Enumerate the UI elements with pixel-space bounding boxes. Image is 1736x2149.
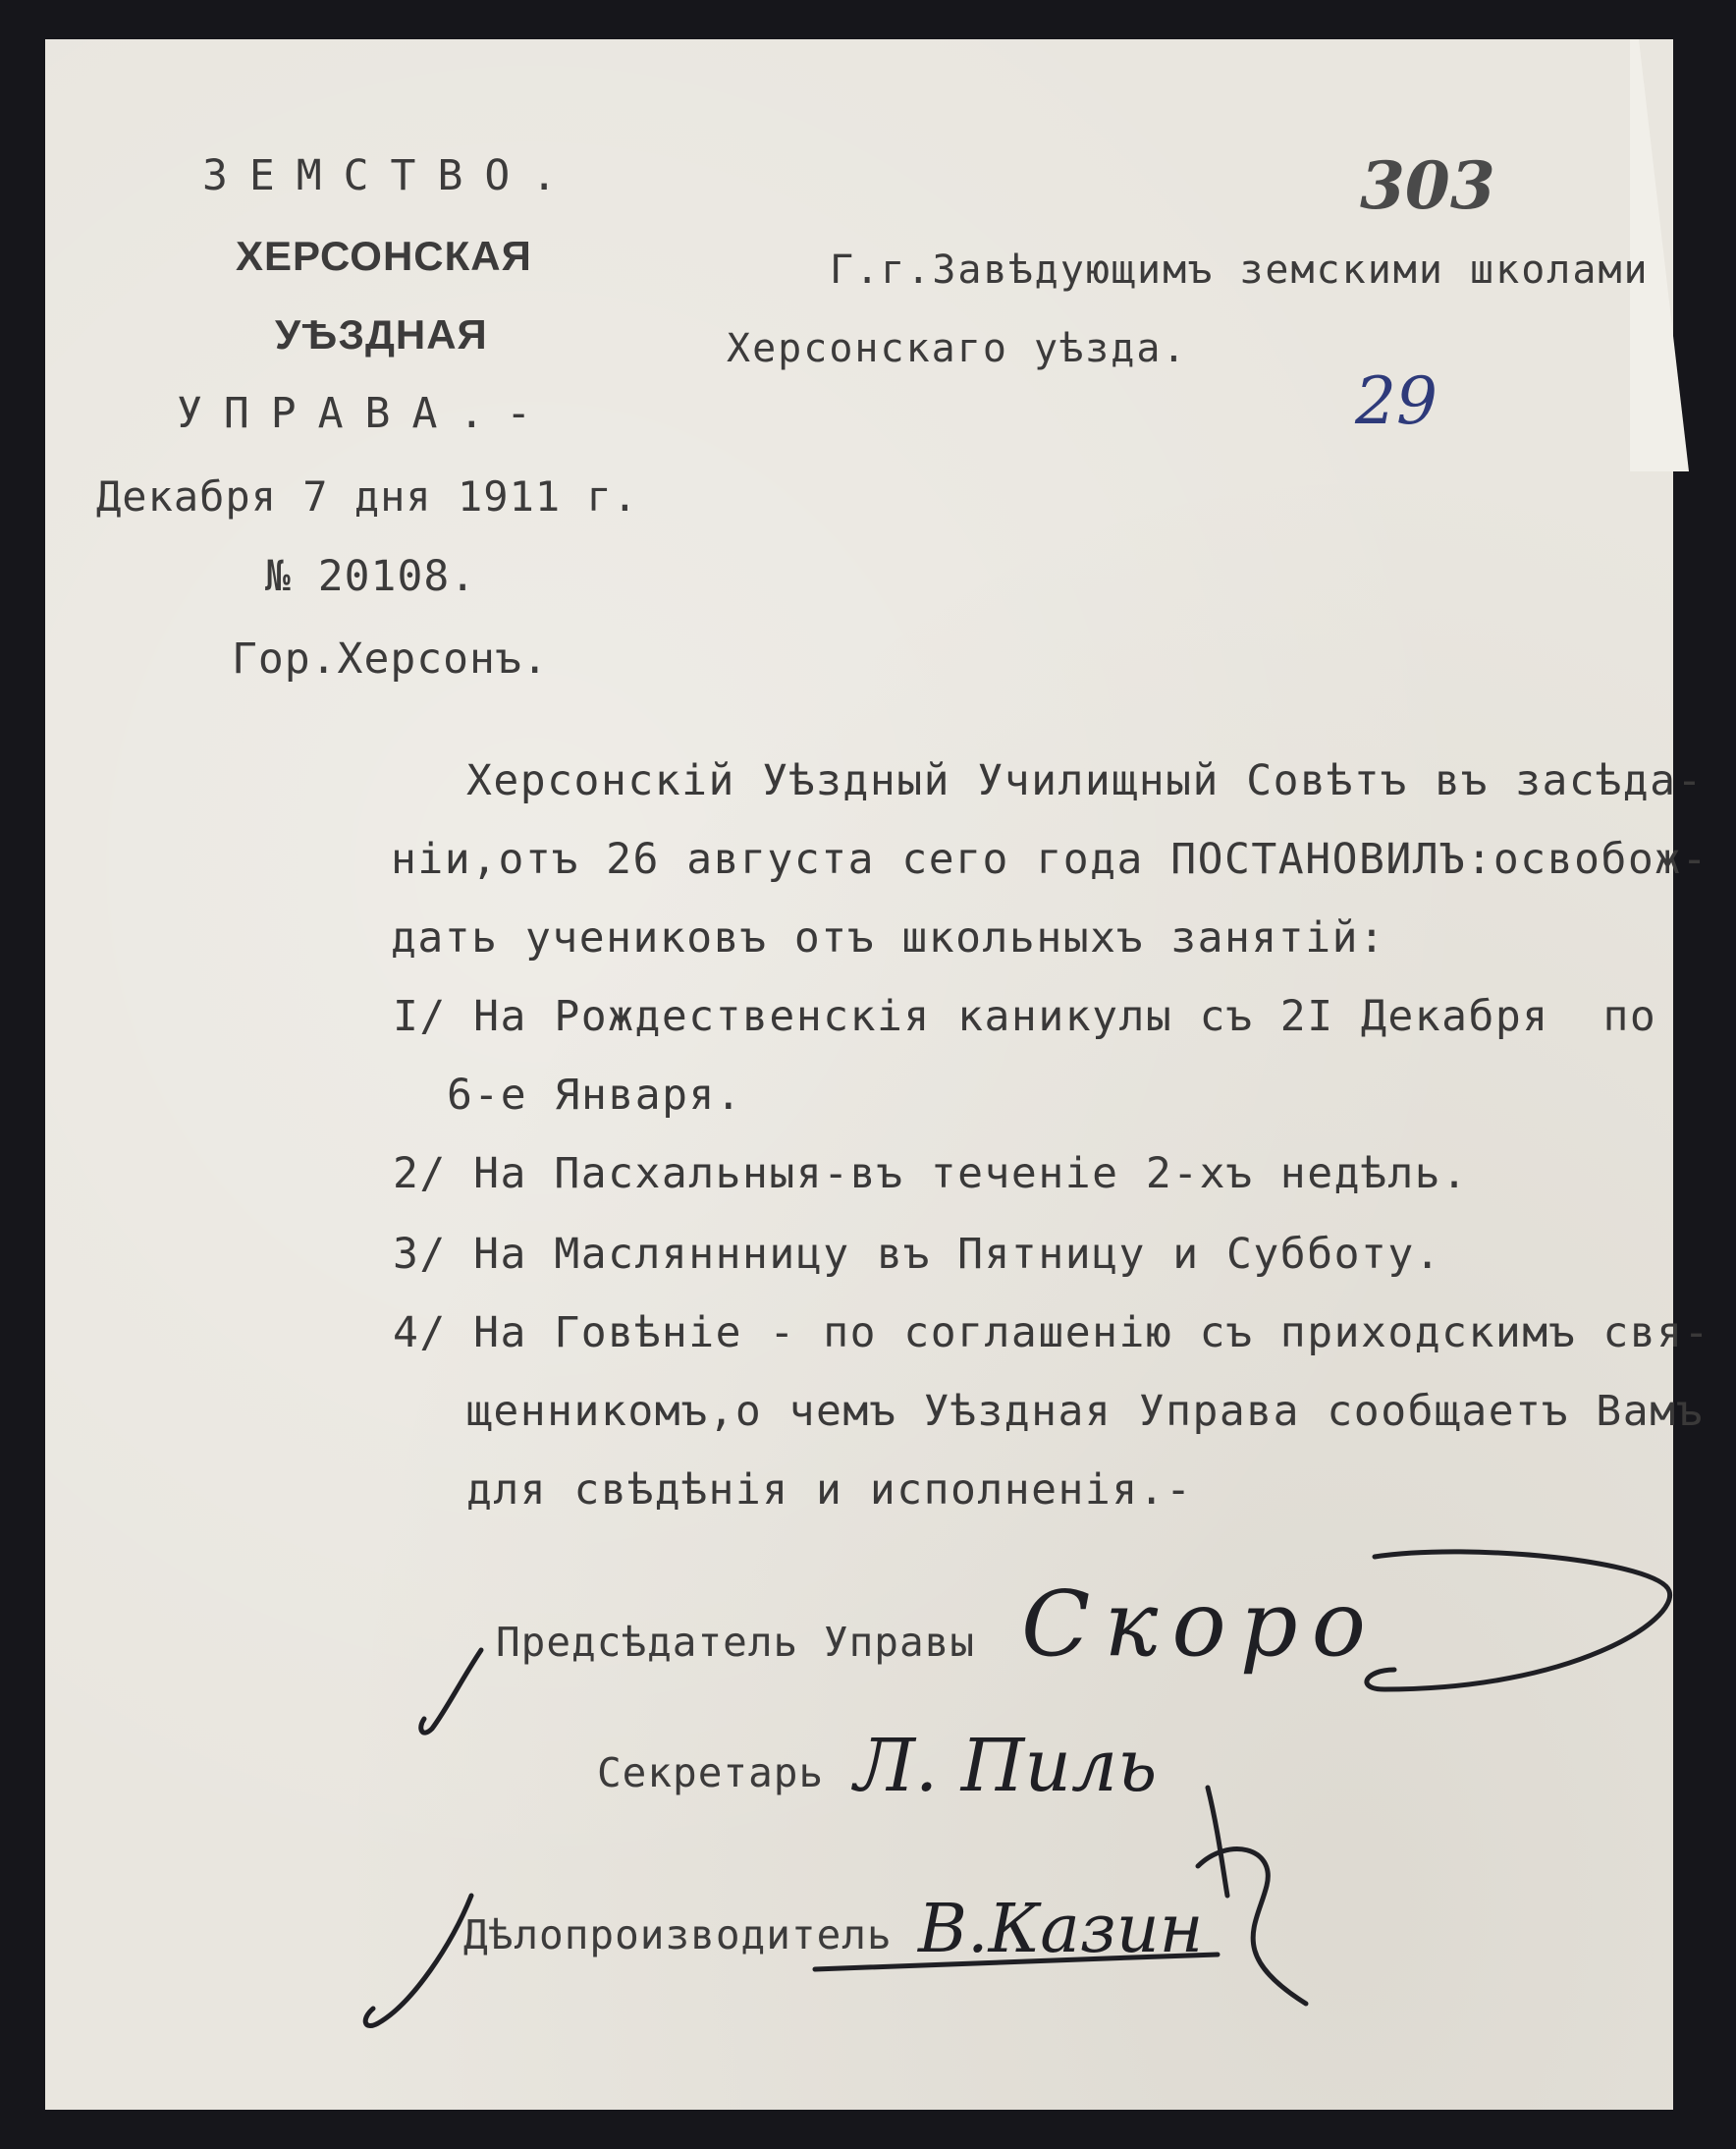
- addressee-line1: Г.г.Завѣдующимъ земскими школами: [830, 248, 1650, 293]
- clerk-underline: [815, 1955, 1218, 1969]
- header-date: Декабря 7 дня 1911 г.: [96, 472, 639, 521]
- clerk-flourish: [1198, 1849, 1306, 2004]
- clerk-label: Дѣлопроизводитель: [463, 1911, 893, 1958]
- chairman-signature: Скоро: [1021, 1571, 1381, 1677]
- list-item-1-line2: 6-е Января.: [447, 1071, 743, 1120]
- secretary-label: Секретарь: [597, 1749, 825, 1796]
- clerk-signature: В.Казин: [918, 1891, 1204, 1968]
- header-org-line1: ЗЕМСТВО.: [202, 151, 579, 200]
- body-paragraph-line1: Херсонскій Уѣздный Училищный Совѣтъ въ засѣда-: [466, 756, 1704, 805]
- list-item-1-line1: I/ На Рождественскія каникулы съ 2I Декабря по: [393, 992, 1657, 1041]
- addressee-line2: Херсонскаго уѣзда.: [727, 326, 1188, 371]
- header-org-line3: УѢЗДНАЯ: [275, 311, 488, 358]
- chairman-flourish-swash: [1367, 1552, 1670, 1689]
- list-item-2: 2/ На Пасхальныя-въ теченіе 2-хъ недѣль.: [393, 1149, 1469, 1198]
- header-number: № 20108.: [265, 552, 477, 601]
- handwritten-top-number: 303: [1360, 147, 1495, 224]
- body-paragraph-line3: дать учениковъ отъ школьныхъ занятій:: [391, 913, 1386, 963]
- list-item-4-line1: 4/ На Говѣніе - по соглашенію съ приходскимъ свя-: [393, 1308, 1711, 1357]
- secretary-tail: [1208, 1788, 1227, 1896]
- header-city: Гор.Херсонъ.: [232, 634, 549, 684]
- handwritten-side-number: 29: [1355, 363, 1438, 439]
- list-item-3: 3/ На Масляннницу въ Пятницу и Субботу.: [393, 1230, 1442, 1279]
- chairman-initial-stroke: [421, 1650, 481, 1733]
- secretary-signature: Л. Пиль: [854, 1724, 1158, 1808]
- chairman-label: Предсѣдатель Управы: [496, 1619, 975, 1666]
- body-paragraph-line2: ніи,отъ 26 августа сего года ПОСТАНОВИЛЪ:освобож-: [391, 835, 1709, 884]
- list-item-4-line2: щенникомъ,о чемъ Уѣздная Управа сообщаетъ Вамъ: [466, 1387, 1704, 1436]
- clerk-initial-stroke: [365, 1896, 471, 2025]
- list-item-4-line3: для свѣдѣнія и исполненія.-: [466, 1465, 1193, 1515]
- header-org-line4: УПРАВА.-: [177, 389, 554, 438]
- header-org-line2: ХЕРСОНСКАЯ: [236, 233, 532, 279]
